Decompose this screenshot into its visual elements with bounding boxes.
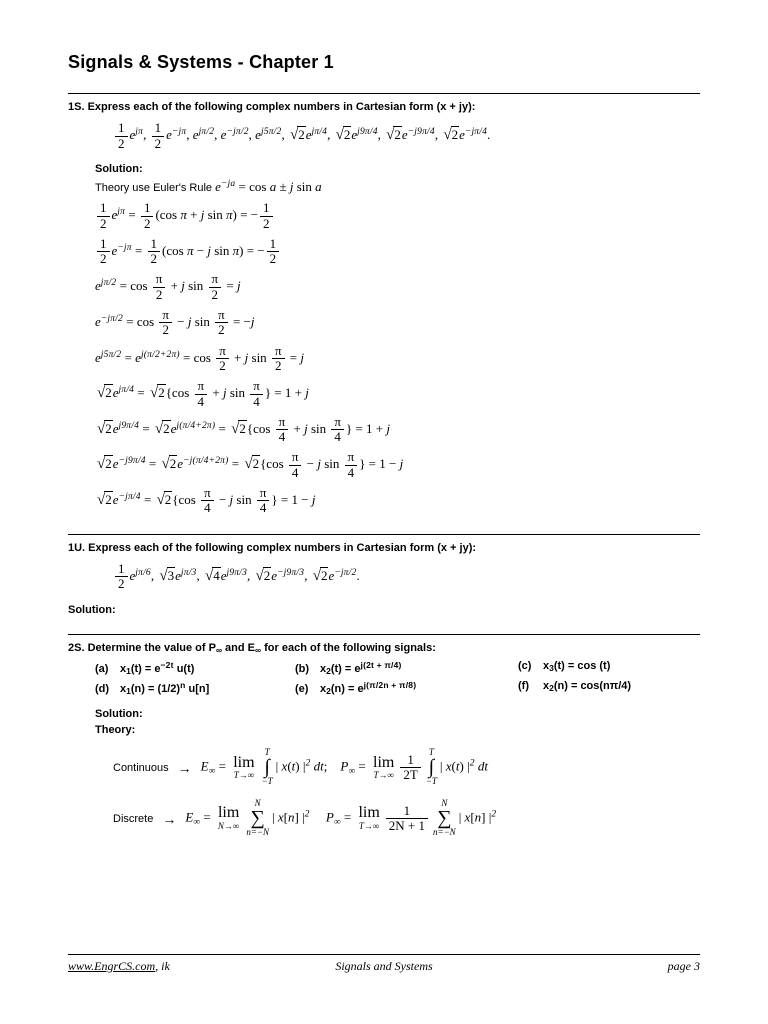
euler-rule-line: [95, 179, 700, 195]
radical: √ 2: [161, 456, 177, 473]
radical: √ 2: [335, 127, 351, 144]
radical: √ 2: [289, 127, 305, 144]
item-formula: $x2(t) = e^{j(2t + \pi/4)}$: [320, 660, 402, 677]
equation-1s-9: √ 2 $e^{-j\pi/4}$ = √ 2 {cos $\frac{\pi}{4}$ − j sin $\frac{\pi}{4}$ } = 1 − j: [97, 484, 316, 516]
fraction: $\frac{\pi}{4}$: [331, 415, 344, 445]
solution-label-1s: Solution:: [95, 162, 143, 175]
footer-divider: [68, 954, 700, 955]
radical: √ 2: [97, 384, 112, 401]
problem-1u-heading: 1U. Express each of the following complex numbers in Cartesian form (x + jy):: [68, 541, 477, 554]
fraction: $\frac{\pi}{2}$: [153, 272, 166, 302]
section-1u: [68, 541, 700, 616]
continuous-theory-row: [113, 748, 700, 787]
discrete-theory-row: [113, 799, 700, 838]
fraction: $\frac{1}{2N + 1}$: [386, 804, 428, 834]
fraction: $\frac{\pi}{4}$: [276, 415, 289, 445]
equation-1s-3: $e^{j\pi/2} = \cos$ $\frac{\pi}{2}$ + j sin $\frac{\pi}{2}$ = j: [95, 271, 241, 302]
discrete-energy-power-equation: $E_\infty$ = lim N→∞ N ∑ n=−N | x[n] $|^2$ $P_\infty$ = lim T→∞ $\frac{1}{2N + 1}$ N ∑ n=−N | x[n] $|^2$: [185, 798, 497, 838]
radical: √ 2: [97, 491, 112, 508]
fraction: $\frac{\pi}{4}$: [250, 379, 263, 409]
fraction: $\frac{\pi}{4}$: [289, 450, 302, 480]
item-label: (d): [95, 683, 110, 696]
title-divider: [68, 93, 700, 94]
fraction: $\frac{\pi}{2}$: [216, 344, 229, 374]
solution-label-1u: Solution:: [68, 603, 116, 616]
equation-1s-1: $\frac{1}{2}$ $e^{j\pi}$ = $\frac{1}{2}$ (cos π + j sin π) = − $\frac{1}{2}$: [95, 201, 700, 231]
radical: √ 2: [244, 456, 260, 473]
problem-2s-heading: 2S. Determine the value of P∞ and E∞ for each of the following signals:: [68, 641, 436, 655]
limit-operator: lim N→∞: [217, 804, 240, 832]
footer-author-suffix: , ik: [155, 959, 170, 973]
fraction: $\frac{1}{2}$: [115, 121, 128, 151]
problem-1u-expression: $\frac{1}{2}$ $e^{j\pi/6}$, √ 3 $e^{j\pi/3}$, √ 4 $e^{j9\pi/3}$, √ 2 $e^{-j9\pi/3}$, √ 2 $e^{-j\pi/2}$.: [113, 562, 700, 592]
fraction: $\frac{\pi}{2}$: [159, 308, 172, 338]
radical: √ 2: [255, 567, 271, 584]
radical: √ 2: [97, 456, 112, 473]
item-b: [295, 660, 518, 676]
item-label: (b): [295, 663, 310, 676]
equation-1s-5: $e^{j5\pi/2} = e^{j(\pi/2+2\pi)} = \cos$ $\frac{\pi}{2}$ + j sin $\frac{\pi}{2}$ = j: [95, 342, 304, 373]
big-operator: N ∑ n=−N: [246, 798, 269, 838]
solution-label-2s: Solution:: [95, 708, 143, 721]
item-label: (f): [518, 680, 529, 693]
equation-1s-4: $e^{-j\pi/2} = \cos$ $\frac{\pi}{2}$ − j sin $\frac{\pi}{2}$ = −j: [95, 307, 255, 338]
item-a: [95, 660, 295, 676]
equation-1s-7: √ 2 $e^{j9\pi/4}$ = √ 2 $e^{j(\pi/4+2\pi)}$ = √ 2 {cos $\frac{\pi}{4}$ + j sin $\frac{\pi}{4}$ } = 1 + j: [97, 413, 390, 445]
fraction: $\frac{\pi}{2}$: [272, 344, 285, 374]
fraction: $\frac{\pi}{4}$: [195, 379, 208, 409]
radical: √ 3: [159, 567, 175, 584]
item-formula: $x2(n) = e^{j(\pi/2n + \pi/8)}$: [320, 680, 417, 697]
item-label: (a): [95, 663, 109, 676]
footer-doc-title: Signals and Systems: [335, 959, 433, 973]
euler-rule-expression: $e^{-ja} = \cos a \pm j$ sin a: [215, 178, 322, 194]
fraction: $\frac{1}{2}$: [152, 121, 165, 151]
fraction: $\frac{1}{2}$: [260, 201, 273, 231]
problem-2s-items: [95, 660, 700, 696]
fraction: $\frac{\pi}{2}$: [209, 272, 222, 302]
fraction: $\frac{1}{2}$: [141, 201, 154, 231]
item-formula: $x1(n) = (1/2)^n$ u[n]: [120, 680, 210, 697]
item-label: (c): [518, 660, 532, 673]
theory-label-2s: Theory:: [95, 724, 136, 737]
radical: √ 2: [154, 420, 170, 437]
radical: √ 2: [231, 420, 246, 437]
page-footer: [68, 954, 700, 974]
limit-operator: lim T→∞: [233, 753, 255, 781]
page-title: Signals & Systems - Chapter 1: [68, 52, 334, 72]
fraction: $\frac{\pi}{4}$: [201, 486, 214, 516]
right-arrow-icon: →: [162, 810, 177, 827]
continuous-energy-power-equation: $E_\infty$ = lim T→∞ T ∫ −T | x(t) $|^2$ dt; $P_\infty$ = lim T→∞ $\frac{1}{2T}$ T ∫ −T | x(t) $|^2$ dt: [200, 747, 489, 787]
fraction: $\frac{\pi}{4}$: [345, 450, 358, 480]
fraction: $\frac{1}{2}$: [97, 237, 110, 267]
fraction: $\frac{1}{2T}$: [400, 753, 420, 783]
item-f: [518, 680, 700, 696]
discrete-label: Discrete: [113, 812, 154, 825]
right-arrow-icon: →: [177, 759, 192, 776]
fraction: $\frac{1}{2}$: [97, 201, 110, 231]
item-formula: x3(t) = cos (t): [543, 660, 611, 674]
item-label: (e): [295, 683, 309, 696]
big-operator: T ∫ −T: [261, 747, 273, 787]
footer-page-number: page 3: [667, 959, 700, 973]
big-operator: T ∫ −T: [425, 747, 437, 787]
section-1s: [68, 100, 700, 516]
radical: √ 2: [149, 384, 165, 401]
section-2s: [68, 641, 700, 838]
fraction: $\frac{1}{2}$: [148, 237, 161, 267]
item-formula: $x1(t) = e^{-2t}$ u(t): [120, 660, 195, 677]
equation-1s-6: √ 2 $e^{j\pi/4}$ = √ 2 {cos $\frac{\pi}{4}$ + j sin $\frac{\pi}{4}$ } = 1 + j: [97, 378, 309, 409]
section-divider: [68, 534, 700, 535]
footer-author: [68, 959, 335, 974]
fraction: $\frac{1}{2}$: [115, 562, 128, 592]
theory-text: Theory use Euler's Rule: [95, 181, 213, 194]
equation-1s-8: √ 2 $e^{-j9\pi/4}$ = √ 2 $e^{-j(\pi/4+2\pi)}$ = √ 2 {cos $\frac{\pi}{4}$ − j sin $\frac{\pi}{4}$ } = 1 − j: [97, 449, 404, 480]
radical: √ 2: [386, 127, 401, 144]
radical: √ 2: [443, 127, 459, 144]
equation-1s-2: $\frac{1}{2}$ $e^{-j\pi}$ = $\frac{1}{2}$ (cos π − j sin π) = − $\frac{1}{2}$: [95, 237, 700, 267]
radical: √ 2: [312, 567, 328, 584]
fraction: $\frac{1}{2}$: [267, 237, 280, 267]
radical: √ 2: [97, 420, 112, 437]
engrcs-link[interactable]: www.EngrCS.com: [68, 959, 156, 973]
section-divider: [68, 634, 700, 635]
footer-row: [68, 959, 700, 974]
limit-operator: lim T→∞: [358, 804, 380, 832]
item-formula: x2(n) = cos(nπ/4): [543, 680, 632, 694]
fraction: $\frac{\pi}{4}$: [257, 486, 270, 516]
radical: √ 4: [204, 567, 220, 584]
item-d: [95, 680, 295, 696]
radical: √ 2: [156, 491, 172, 508]
problem-1s-expression: $\frac{1}{2}$ $e^{j\pi}$, $\frac{1}{2}$ $e^{-j\pi}$, $e^{j\pi/2}$, $e^{-j\pi/2}$, $e^{j5\pi/2}$, √ 2 $e^{j\pi/4}$, √ 2 $e^{j9\pi/4}$, √ 2 $e^{-j9\pi/4}$, √ 2 $e^{-j\pi/4}$.: [113, 121, 700, 151]
fraction: $\frac{\pi}{2}$: [215, 308, 228, 338]
item-c: [518, 660, 700, 676]
problem-1s-heading: 1S. Express each of the following complex numbers in Cartesian form (x + jy):: [68, 101, 476, 113]
item-e: [295, 680, 518, 696]
continuous-label: Continuous: [113, 761, 169, 774]
limit-operator: lim T→∞: [373, 753, 395, 781]
big-operator: N ∑ n=−N: [433, 798, 456, 838]
